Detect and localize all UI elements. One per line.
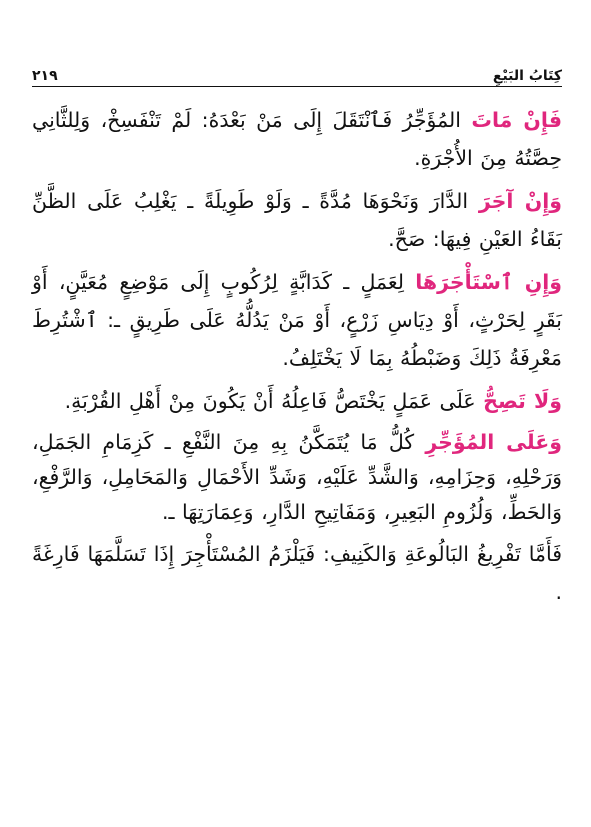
paragraph-text: الدَّارَ وَنَحْوَهَا مُدَّةً ـ وَلَوْ طَوِيلَةً ـ يَغْلِبُ عَلَى الظَّنِّ بَقَاءُ العَيْنِ فِيهَا: صَحَّ. [32, 189, 562, 251]
paragraph-lead: وَإِنْ آجَرَ [478, 189, 562, 213]
paragraph-text: المُؤَجِّرُ فَٱنْتَقَلَ إِلَى مَنْ بَعْدَهُ: لَمْ تَنْفَسِخْ، وَلِلثَّانِي حِصَّتُهُ مِنَ الأُجْرَةِ. [32, 108, 562, 170]
paragraph-lead: فَإِنْ مَاتَ [471, 108, 562, 132]
paragraph-hire-for-work [32, 263, 562, 377]
paragraph-text: كُلُّ مَا يُتَمَكَّنُ بِهِ مِنَ النَّفْعِ ـ كَزِمَامِ الجَمَلِ، وَرَحْلِهِ، وَحِزَامِهِ، وَالشَّدِّ عَلَيْهِ، وَشَدِّ الأَحْمَالِ وَالمَحَامِلِ، وَالرَّفْعِ، وَالحَطِّ، وَلُزُومِ البَعِيرِ، وَمَفَاتِيحِ الدَّارِ، وَعِمَارَتِهَا ـ. [32, 430, 562, 524]
paragraph-long-lease [32, 182, 562, 258]
paragraph-lead: وَعَلَى المُؤَجِّرِ [425, 430, 562, 454]
paragraph-emptying-cesspit [32, 535, 562, 611]
running-title: كِتَابُ البَيْعِ [492, 68, 562, 84]
page-body [32, 101, 562, 611]
page-header [32, 58, 562, 87]
page-number: ٢١٩ [32, 68, 58, 84]
paragraph-death-of-lessor [32, 101, 562, 177]
paragraph-lead: وَإِنِ ٱسْتَأْجَرَهَا [415, 270, 562, 294]
paragraph-text: فَأَمَّا تَفْرِيغُ البَالُوعَةِ وَالكَنِيفِ: فَيَلْزَمُ المُسْتَأْجِرَ إِذَا تَسَلَّمَهَا فَارِغَةً . [32, 542, 562, 604]
paragraph-invalid-hire [32, 382, 562, 420]
paragraph-text: لِعَمَلٍ ـ كَدَابَّةٍ لِرُكُوبٍ إِلَى مَوْضِعٍ مُعَيَّنٍ، أَوْ بَقَرٍ لِحَرْثٍ، أَوْ دِيَاسِ زَرْعٍ، أَوْ مَنْ يَدُلُّهُ عَلَى طَرِيقٍ ـ: ٱشْتُرِطَ مَعْرِفَةُ ذَلِكَ وَضَبْطُهُ بِمَا لَا يَخْتَلِفُ. [32, 270, 562, 370]
paragraph-lead: وَلَا تَصِحُّ [483, 389, 562, 413]
book-page [32, 58, 562, 611]
paragraph-lessor-duties [32, 425, 562, 530]
paragraph-text: عَلَى عَمَلٍ يَخْتَصُّ فَاعِلُهُ أَنْ يَكُونَ مِنْ أَهْلِ القُرْبَةِ. [64, 389, 484, 413]
